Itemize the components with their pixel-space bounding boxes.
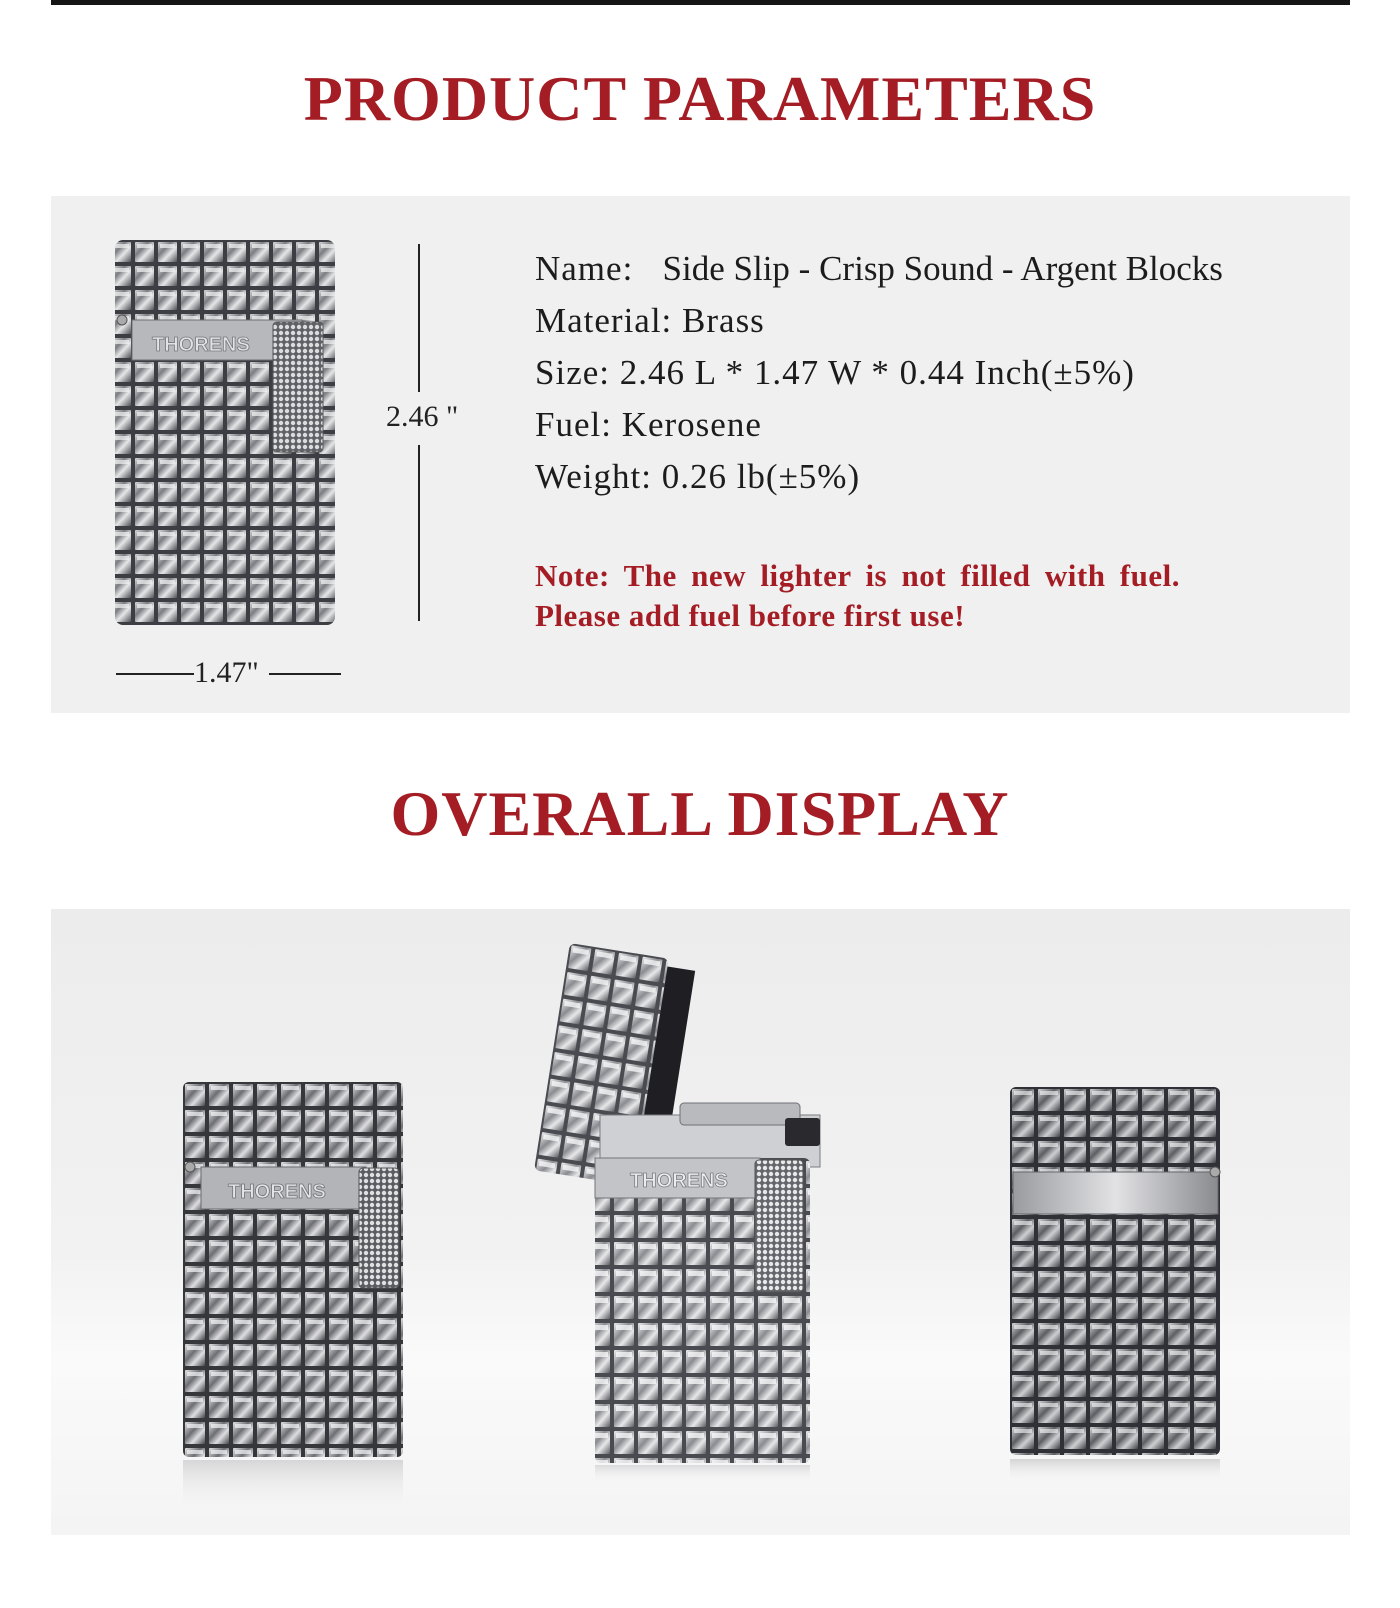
spec-name: Name: Side Slip - Crisp Sound - Argent Blocks	[535, 249, 1223, 288]
svg-text:THORENS: THORENS	[152, 334, 250, 356]
height-dimension-line-top	[418, 244, 420, 392]
spec-size: Size: 2.46 L * 1.47 W * 0.44 Inch(±5%)	[535, 353, 1135, 392]
height-dimension-line-bottom	[418, 445, 420, 621]
lighter-front-image	[183, 1082, 413, 1482]
product-parameters-title: PRODUCT PARAMETERS	[303, 63, 1097, 134]
lighter-open-image	[540, 943, 830, 1483]
height-dimension-label: 2.46 "	[386, 400, 459, 433]
fuel-note: Note: The new lighter is not filled with fuel. Please add fuel before first use!	[535, 558, 1180, 633]
width-dimension-label: 1.47"	[194, 656, 259, 689]
width-dimension-line-left	[116, 673, 194, 675]
spec-list	[535, 243, 1223, 503]
lighter-product-image	[110, 240, 350, 630]
spec-fuel: Fuel: Kerosene	[535, 405, 762, 444]
lighter-back-image	[1010, 1087, 1235, 1482]
top-divider	[51, 0, 1350, 5]
spec-weight: Weight: 0.26 lb(±5%)	[535, 457, 861, 496]
svg-text:THORENS: THORENS	[228, 1181, 326, 1203]
spec-material: Material: Brass	[535, 301, 765, 340]
width-dimension-line-right	[269, 673, 341, 675]
svg-text:THORENS: THORENS	[630, 1170, 728, 1192]
overall-display-title: OVERALL DISPLAY	[390, 778, 1010, 849]
